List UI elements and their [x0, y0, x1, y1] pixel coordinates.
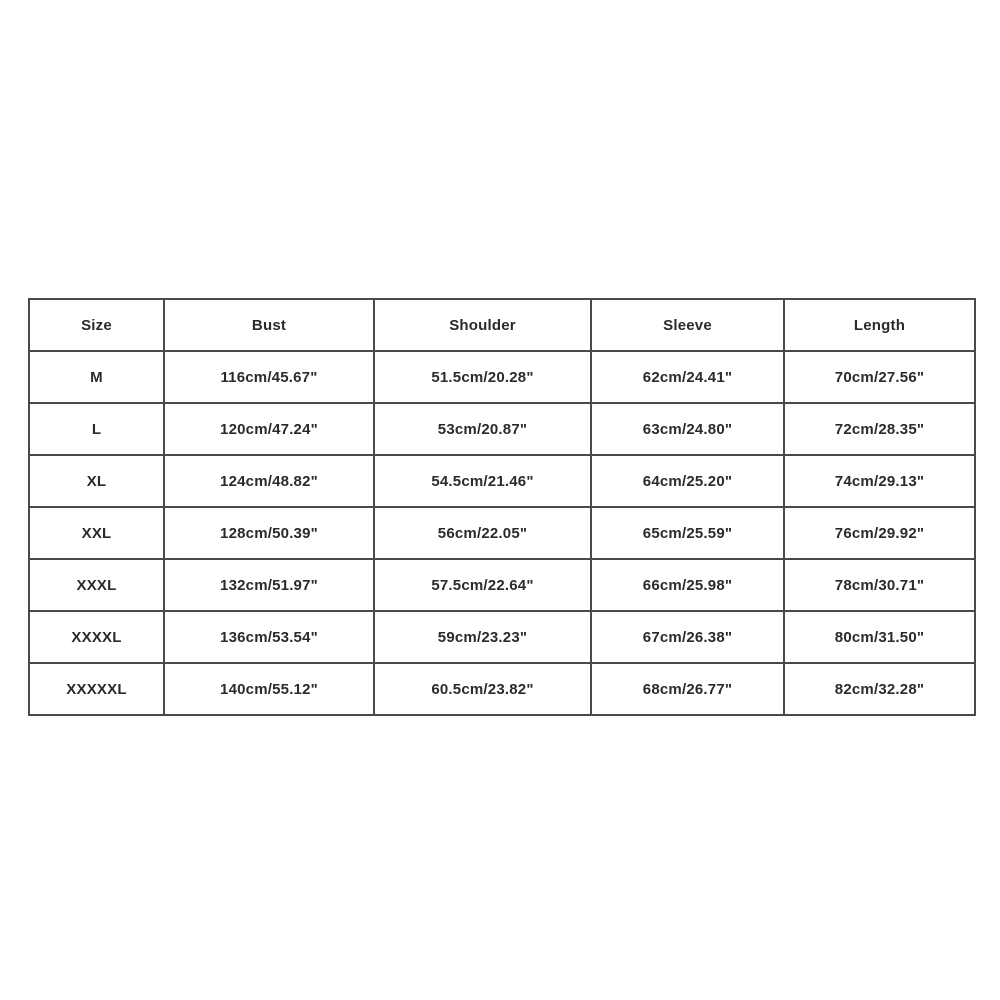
measurement-cell: 60.5cm/23.82" — [374, 663, 591, 715]
size-cell: XXXXXL — [29, 663, 164, 715]
table-row-xxl — [29, 507, 975, 559]
measurement-cell: 128cm/50.39" — [164, 507, 374, 559]
measurement-cell: 140cm/55.12" — [164, 663, 374, 715]
table-row-xxxxxl — [29, 663, 975, 715]
measurement-cell: 136cm/53.54" — [164, 611, 374, 663]
measurement-cell: 59cm/23.23" — [374, 611, 591, 663]
measurement-cell: 78cm/30.71" — [784, 559, 975, 611]
size-cell: XXXXL — [29, 611, 164, 663]
header-row — [29, 299, 975, 351]
measurement-cell: 76cm/29.92" — [784, 507, 975, 559]
measurement-cell: 120cm/47.24" — [164, 403, 374, 455]
table-row-m — [29, 351, 975, 403]
size-cell: XL — [29, 455, 164, 507]
measurement-cell: 66cm/25.98" — [591, 559, 784, 611]
measurement-cell: 82cm/32.28" — [784, 663, 975, 715]
header-cell-bust: Bust — [164, 299, 374, 351]
measurement-cell: 51.5cm/20.28" — [374, 351, 591, 403]
measurement-cell: 132cm/51.97" — [164, 559, 374, 611]
measurement-cell: 67cm/26.38" — [591, 611, 784, 663]
table-row-xl — [29, 455, 975, 507]
measurement-cell: 65cm/25.59" — [591, 507, 784, 559]
header-cell-sleeve: Sleeve — [591, 299, 784, 351]
measurement-cell: 56cm/22.05" — [374, 507, 591, 559]
measurement-cell: 70cm/27.56" — [784, 351, 975, 403]
header-cell-size: Size — [29, 299, 164, 351]
size-chart-table — [28, 298, 976, 716]
measurement-cell: 68cm/26.77" — [591, 663, 784, 715]
measurement-cell: 116cm/45.67" — [164, 351, 374, 403]
header-cell-shoulder: Shoulder — [374, 299, 591, 351]
measurement-cell: 72cm/28.35" — [784, 403, 975, 455]
measurement-cell: 54.5cm/21.46" — [374, 455, 591, 507]
size-chart-body — [29, 351, 975, 715]
size-cell: M — [29, 351, 164, 403]
table-row-xxxxl — [29, 611, 975, 663]
size-cell: XXL — [29, 507, 164, 559]
measurement-cell: 64cm/25.20" — [591, 455, 784, 507]
size-cell: XXXL — [29, 559, 164, 611]
size-cell: L — [29, 403, 164, 455]
measurement-cell: 57.5cm/22.64" — [374, 559, 591, 611]
measurement-cell: 63cm/24.80" — [591, 403, 784, 455]
measurement-cell: 80cm/31.50" — [784, 611, 975, 663]
size-chart-header — [29, 299, 975, 351]
table-row-l — [29, 403, 975, 455]
measurement-cell: 124cm/48.82" — [164, 455, 374, 507]
measurement-cell: 53cm/20.87" — [374, 403, 591, 455]
measurement-cell: 74cm/29.13" — [784, 455, 975, 507]
header-cell-length: Length — [784, 299, 975, 351]
table-row-xxxl — [29, 559, 975, 611]
measurement-cell: 62cm/24.41" — [591, 351, 784, 403]
